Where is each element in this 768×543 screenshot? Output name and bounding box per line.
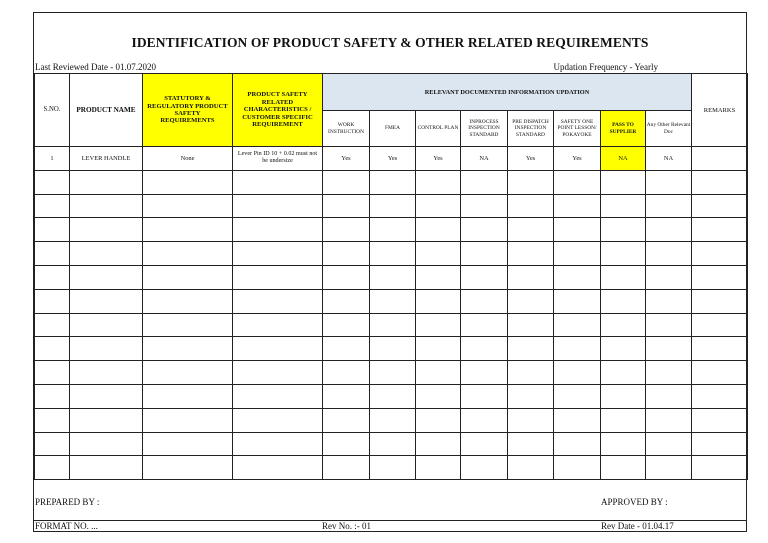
empty-cell (554, 432, 601, 456)
header-relevant-documented-info: RELEVANT DOCUMENTED INFORMATION UPDATION (323, 74, 692, 111)
empty-cell (508, 432, 554, 456)
empty-cell (461, 456, 508, 480)
empty-table-row (35, 265, 748, 289)
prepared-by-label: PREPARED BY : (35, 497, 100, 507)
cell-statutory: None (143, 147, 233, 171)
empty-cell (554, 242, 601, 266)
empty-cell (70, 361, 143, 385)
empty-cell (508, 337, 554, 361)
empty-cell (646, 242, 692, 266)
empty-cell (692, 337, 748, 361)
empty-cell (70, 384, 143, 408)
empty-cell (323, 456, 370, 480)
cell-safety-one-point: Yes (554, 147, 601, 171)
empty-cell (461, 313, 508, 337)
empty-cell (508, 456, 554, 480)
empty-cell (601, 337, 646, 361)
empty-cell (233, 289, 323, 313)
empty-cell (233, 170, 323, 194)
empty-cell (508, 313, 554, 337)
cell-predispatch: Yes (508, 147, 554, 171)
empty-cell (416, 361, 461, 385)
empty-cell (554, 337, 601, 361)
empty-cell (323, 170, 370, 194)
empty-cell (35, 289, 70, 313)
empty-table-row (35, 242, 748, 266)
empty-table-row (35, 432, 748, 456)
empty-cell (692, 384, 748, 408)
empty-cell (233, 242, 323, 266)
empty-cell (508, 194, 554, 218)
empty-table-row (35, 456, 748, 480)
empty-cell (143, 361, 233, 385)
empty-cell (70, 313, 143, 337)
cell-remarks (692, 147, 748, 171)
empty-cell (554, 361, 601, 385)
empty-cell (508, 408, 554, 432)
empty-cell (692, 432, 748, 456)
empty-cell (554, 456, 601, 480)
empty-cell (35, 242, 70, 266)
empty-cell (370, 456, 416, 480)
empty-cell (416, 194, 461, 218)
empty-cell (461, 194, 508, 218)
empty-cell (143, 194, 233, 218)
empty-cell (461, 384, 508, 408)
empty-cell (692, 361, 748, 385)
header-predispatch-inspection: PRE DISPATCH INSPECTION STANDARD (508, 111, 554, 147)
empty-cell (143, 384, 233, 408)
header-sno: S.NO. (35, 74, 70, 147)
empty-cell (370, 432, 416, 456)
document-frame (33, 12, 747, 532)
empty-cell (35, 218, 70, 242)
empty-cell (646, 456, 692, 480)
empty-table-row (35, 384, 748, 408)
empty-cell (554, 289, 601, 313)
empty-cell (692, 265, 748, 289)
empty-cell (646, 337, 692, 361)
empty-cell (35, 170, 70, 194)
empty-cell (233, 384, 323, 408)
empty-cell (461, 170, 508, 194)
empty-cell (416, 337, 461, 361)
empty-cell (646, 194, 692, 218)
empty-cell (416, 265, 461, 289)
empty-cell (143, 218, 233, 242)
last-reviewed-date: Last Reviewed Date - 01.07.2020 (35, 62, 156, 72)
header-statutory-requirements: STATUTORY & REGULATORY PRODUCT SAFETY REQUIREMENTS (143, 74, 233, 147)
empty-cell (508, 361, 554, 385)
empty-cell (601, 313, 646, 337)
empty-cell (233, 456, 323, 480)
empty-cell (646, 408, 692, 432)
empty-cell (554, 194, 601, 218)
empty-cell (35, 384, 70, 408)
empty-cell (35, 313, 70, 337)
table-row (35, 147, 748, 171)
cell-inprocess: NA (461, 147, 508, 171)
empty-cell (508, 242, 554, 266)
empty-cell (554, 384, 601, 408)
empty-cell (233, 337, 323, 361)
empty-cell (646, 265, 692, 289)
empty-cell (646, 361, 692, 385)
empty-cell (554, 408, 601, 432)
empty-cell (461, 432, 508, 456)
empty-cell (233, 313, 323, 337)
empty-cell (143, 242, 233, 266)
empty-cell (601, 361, 646, 385)
empty-cell (70, 337, 143, 361)
empty-cell (143, 265, 233, 289)
empty-cell (692, 289, 748, 313)
cell-product-name: LEVER HANDLE (70, 147, 143, 171)
empty-cell (646, 170, 692, 194)
empty-cell (416, 242, 461, 266)
empty-cell (508, 289, 554, 313)
empty-cell (416, 289, 461, 313)
empty-cell (70, 242, 143, 266)
empty-cell (370, 242, 416, 266)
empty-cell (692, 313, 748, 337)
empty-cell (70, 265, 143, 289)
empty-cell (233, 265, 323, 289)
empty-cell (370, 337, 416, 361)
empty-cell (601, 194, 646, 218)
empty-cell (461, 361, 508, 385)
empty-cell (370, 313, 416, 337)
empty-cell (601, 408, 646, 432)
empty-cell (70, 456, 143, 480)
empty-cell (70, 170, 143, 194)
empty-cell (323, 289, 370, 313)
empty-table-row (35, 218, 748, 242)
empty-cell (323, 218, 370, 242)
empty-cell (35, 456, 70, 480)
empty-cell (461, 289, 508, 313)
empty-table-row (35, 408, 748, 432)
empty-cell (601, 384, 646, 408)
header-pass-to-supplier: PASS TO SUPPLIER (601, 111, 646, 147)
empty-cell (143, 408, 233, 432)
empty-cell (601, 218, 646, 242)
header-work-instruction: WORK INSTRUCTION (323, 111, 370, 147)
empty-cell (601, 456, 646, 480)
cell-control-plan: Yes (416, 147, 461, 171)
empty-cell (461, 218, 508, 242)
empty-table-row (35, 361, 748, 385)
empty-cell (692, 194, 748, 218)
header-remarks: REMARKS (692, 74, 748, 147)
empty-cell (323, 384, 370, 408)
empty-cell (461, 265, 508, 289)
empty-cell (601, 170, 646, 194)
empty-cell (233, 408, 323, 432)
empty-cell (646, 313, 692, 337)
empty-cell (370, 384, 416, 408)
empty-cell (370, 218, 416, 242)
header-product-safety-characteristics: PRODUCT SAFETY RELATED CHARACTERISTICS / CUSTOMER SPECIFIC REQUIREMENT (233, 74, 323, 147)
empty-cell (692, 408, 748, 432)
header-inprocess-inspection: INPROCESS INSPECTION STANDARD (461, 111, 508, 147)
approved-by-label: APPROVED BY : (601, 497, 668, 507)
empty-table-row (35, 337, 748, 361)
empty-cell (554, 313, 601, 337)
cell-fmea: Yes (370, 147, 416, 171)
empty-table-row (35, 170, 748, 194)
empty-cell (646, 218, 692, 242)
document-title: IDENTIFICATION OF PRODUCT SAFETY & OTHER RELATED REQUIREMENTS (131, 35, 649, 50)
empty-cell (508, 218, 554, 242)
empty-cell (692, 456, 748, 480)
empty-cell (554, 170, 601, 194)
empty-cell (35, 337, 70, 361)
empty-cell (370, 194, 416, 218)
empty-cell (692, 242, 748, 266)
table-body (35, 147, 748, 480)
empty-cell (370, 361, 416, 385)
empty-cell (35, 265, 70, 289)
empty-table-row (35, 313, 748, 337)
empty-cell (416, 384, 461, 408)
empty-cell (70, 194, 143, 218)
header-product-name: PRODUCT NAME (70, 74, 143, 147)
empty-cell (35, 408, 70, 432)
empty-cell (601, 432, 646, 456)
requirements-table (34, 73, 748, 480)
empty-cell (323, 242, 370, 266)
empty-table-row (35, 289, 748, 313)
empty-cell (508, 384, 554, 408)
empty-cell (70, 289, 143, 313)
empty-cell (70, 408, 143, 432)
empty-cell (461, 242, 508, 266)
empty-cell (35, 361, 70, 385)
empty-cell (601, 265, 646, 289)
empty-cell (461, 408, 508, 432)
cell-pass-to-supplier: NA (601, 147, 646, 171)
empty-cell (233, 361, 323, 385)
empty-cell (601, 289, 646, 313)
empty-cell (692, 218, 748, 242)
updation-frequency: Updation Frequency - Yearly (553, 62, 658, 72)
header-fmea: FMEA (370, 111, 416, 147)
empty-cell (143, 313, 233, 337)
empty-cell (416, 408, 461, 432)
cell-sno: 1 (35, 147, 70, 171)
empty-cell (416, 313, 461, 337)
empty-cell (508, 170, 554, 194)
empty-cell (35, 194, 70, 218)
empty-cell (646, 384, 692, 408)
empty-cell (143, 289, 233, 313)
cell-any-other: NA (646, 147, 692, 171)
header-control-plan: CONTROL PLAN (416, 111, 461, 147)
empty-cell (416, 432, 461, 456)
empty-cell (143, 432, 233, 456)
empty-cell (508, 265, 554, 289)
empty-cell (233, 194, 323, 218)
empty-cell (143, 456, 233, 480)
empty-cell (601, 242, 646, 266)
empty-cell (323, 361, 370, 385)
empty-cell (323, 337, 370, 361)
empty-cell (554, 218, 601, 242)
empty-cell (323, 265, 370, 289)
empty-cell (370, 170, 416, 194)
cell-work-instruction: Yes (323, 147, 370, 171)
empty-cell (370, 265, 416, 289)
empty-cell (323, 432, 370, 456)
empty-cell (461, 337, 508, 361)
empty-cell (323, 408, 370, 432)
empty-cell (416, 170, 461, 194)
format-no: FORMAT NO. ... (35, 521, 98, 531)
empty-cell (416, 218, 461, 242)
empty-cell (143, 170, 233, 194)
header-safety-one-point-lesson: SAFETY ONE POINT LESSON/ POKAYOKE (554, 111, 601, 147)
empty-cell (70, 218, 143, 242)
empty-cell (554, 265, 601, 289)
empty-cell (692, 170, 748, 194)
rev-no: Rev No. :- 01 (322, 521, 371, 531)
empty-cell (143, 337, 233, 361)
empty-cell (323, 313, 370, 337)
empty-cell (646, 289, 692, 313)
header-any-other-doc: Any Other Relevant Doc (646, 111, 692, 147)
empty-cell (70, 432, 143, 456)
empty-cell (370, 408, 416, 432)
empty-cell (233, 432, 323, 456)
empty-cell (646, 432, 692, 456)
empty-cell (233, 218, 323, 242)
cell-product-safety: Lever Pin ID 10 + 0.02 must not be undersize (233, 147, 323, 171)
rev-date: Rev Date - 01.04.17 (601, 521, 674, 531)
empty-cell (323, 194, 370, 218)
empty-cell (370, 289, 416, 313)
empty-table-row (35, 194, 748, 218)
empty-cell (35, 432, 70, 456)
empty-cell (416, 456, 461, 480)
